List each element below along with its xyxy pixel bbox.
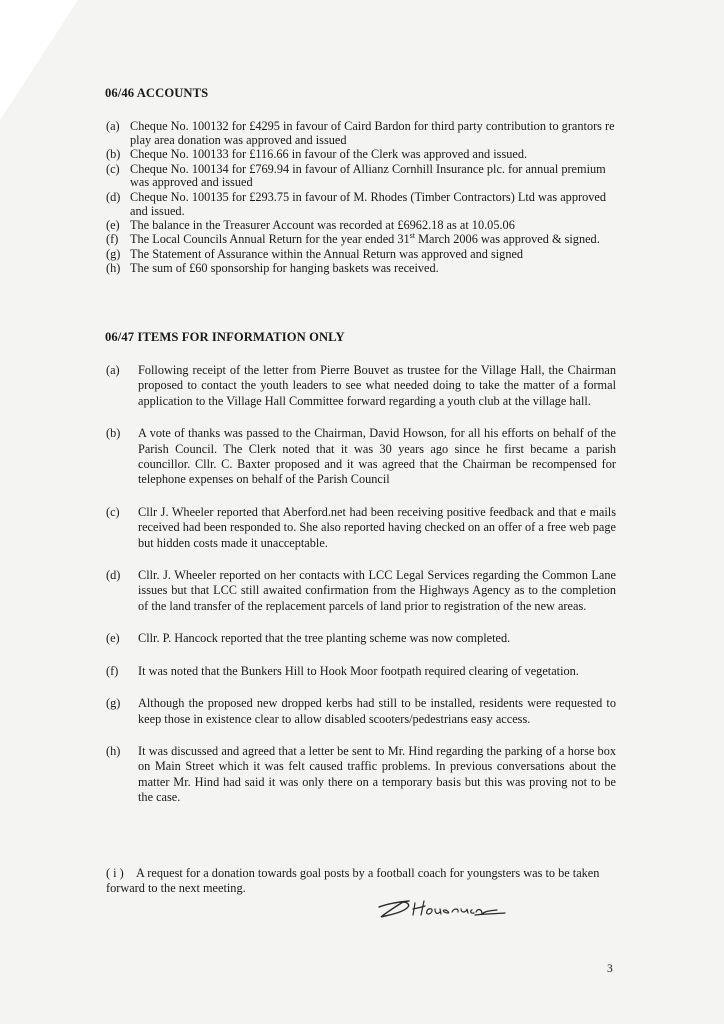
- accounts-list: [106, 120, 621, 277]
- list-item: [106, 163, 621, 191]
- item-label: (b): [106, 426, 121, 441]
- list-item: [106, 120, 621, 148]
- list-item: [106, 363, 616, 409]
- ordinal-suffix: st: [409, 231, 416, 241]
- item-text-part: March 2006 was approved & signed.: [415, 232, 600, 247]
- list-item: [106, 631, 616, 646]
- section-heading-information: 06/47 ITEMS FOR INFORMATION ONLY: [105, 330, 345, 344]
- item-label: (f): [106, 663, 119, 678]
- item-label: (a): [106, 363, 120, 377]
- item-text: The balance in the Treasurer Account was recorded at £6962.18 as at 10.05.06: [130, 217, 515, 232]
- item-label: (g): [106, 696, 121, 711]
- item-label: (c): [106, 504, 120, 519]
- item-text: Cheque No. 100133 for £116.66 in favour of the Clerk was approved and issued.: [130, 147, 528, 162]
- item-text: The sum of £60 sponsorship for hanging baskets was received.: [130, 261, 439, 276]
- item-label: (g): [106, 246, 121, 261]
- list-item: [106, 148, 621, 162]
- item-text: Cheque No. 100132 for £4295 in favour of Caird Bardon for third party contribution to grantors re play area donation was approved and issued: [130, 119, 615, 147]
- item-label: (d): [106, 189, 121, 204]
- item-text: Following receipt of the letter from Pierre Bouvet as trustee for the Village Hall, the Chairman proposed to contact the youth leaders to see what needed doing to take the matter of a formal application to the Village Hall Committee forward regarding a youth club at the village hall.: [138, 363, 616, 408]
- list-item: [106, 219, 621, 233]
- item-text: A vote of thanks was passed to the Chairman, David Howson, for all his efforts on behalf of the Parish Council. The Clerk noted that it was 30 years ago since he first became a parish councillor. Cllr. C. Baxter proposed and it was agreed that the Chairman be recompensed for telephone expenses on behalf of the Parish Council: [138, 426, 616, 487]
- information-list: [106, 363, 616, 806]
- item-text-part: The Local Councils Annual Return for the year ended 31: [130, 232, 410, 247]
- section-heading-accounts: 06/46 ACCOUNTS: [105, 86, 209, 100]
- item-label: (h): [106, 743, 121, 758]
- item-text: Cheque No. 100134 for £769.94 in favour of Allianz Cornhill Insurance plc. for annual premium was approved and issued: [130, 161, 606, 190]
- list-item: [106, 744, 616, 806]
- item-label: (d): [106, 568, 121, 583]
- list-item: [106, 568, 616, 614]
- item-text: [130, 233, 621, 247]
- list-item: [106, 426, 616, 488]
- item-text: Cheque No. 100135 for £293.75 in favour of M. Rhodes (Timber Contractors) Ltd was approved and issued.: [130, 189, 606, 218]
- item-label: (b): [106, 147, 121, 162]
- item-label: ( i ): [106, 866, 124, 880]
- item-label: (e): [106, 217, 120, 232]
- item-text: Cllr. P. Hancock reported that the tree planting scheme was now completed.: [138, 631, 511, 646]
- item-text: Although the proposed new dropped kerbs had still to be installed, residents were requested to keep those in existence clear to allow disabled scooters/pedestrians easy access.: [138, 696, 616, 726]
- item-label: (c): [106, 161, 120, 176]
- item-text: It was noted that the Bunkers Hill to Hook Moor footpath required clearing of vegetation.: [138, 663, 579, 678]
- item-label: (e): [106, 631, 120, 646]
- page-number: 3: [607, 963, 613, 975]
- item-label: (f): [106, 232, 119, 247]
- item-label: (a): [106, 119, 120, 133]
- folded-corner: [0, 0, 78, 120]
- handwritten-signature: [375, 893, 515, 923]
- list-item: [106, 248, 621, 262]
- list-item: [106, 696, 616, 727]
- item-text: The Statement of Assurance within the Annual Return was approved and signed: [130, 246, 524, 261]
- list-item: [106, 505, 616, 551]
- item-text: Cllr J. Wheeler reported that Aberford.net had been receiving positive feedback and that e mails received had been responded to. She also reported having checked on an offer of a free web page but hidden costs made it unacceptable.: [138, 504, 616, 550]
- item-text: A request for a donation towards goal posts by a football coach for youngsters was to be taken forward to the next meeting.: [106, 866, 600, 896]
- item-text: Cllr. J. Wheeler reported on her contacts with LCC Legal Services regarding the Common Lane issues but that LCC still awaited confirmation from the Highways Agency as to the completion of the land transfer of the replacement parcels of land prior to registration of the new areas.: [138, 568, 616, 613]
- list-item: [106, 262, 621, 276]
- list-item: [106, 664, 616, 679]
- item-label: (h): [106, 261, 121, 276]
- final-item: [106, 866, 616, 896]
- list-item: [106, 233, 621, 247]
- list-item: [106, 191, 621, 219]
- item-text: It was discussed and agreed that a letter be sent to Mr. Hind regarding the parking of a horse box on Main Street which it was felt caused traffic problems. In previous conversations about the matter Mr. Hind had said it was only there on a temporary basis but this was proving not to be the case.: [138, 743, 616, 805]
